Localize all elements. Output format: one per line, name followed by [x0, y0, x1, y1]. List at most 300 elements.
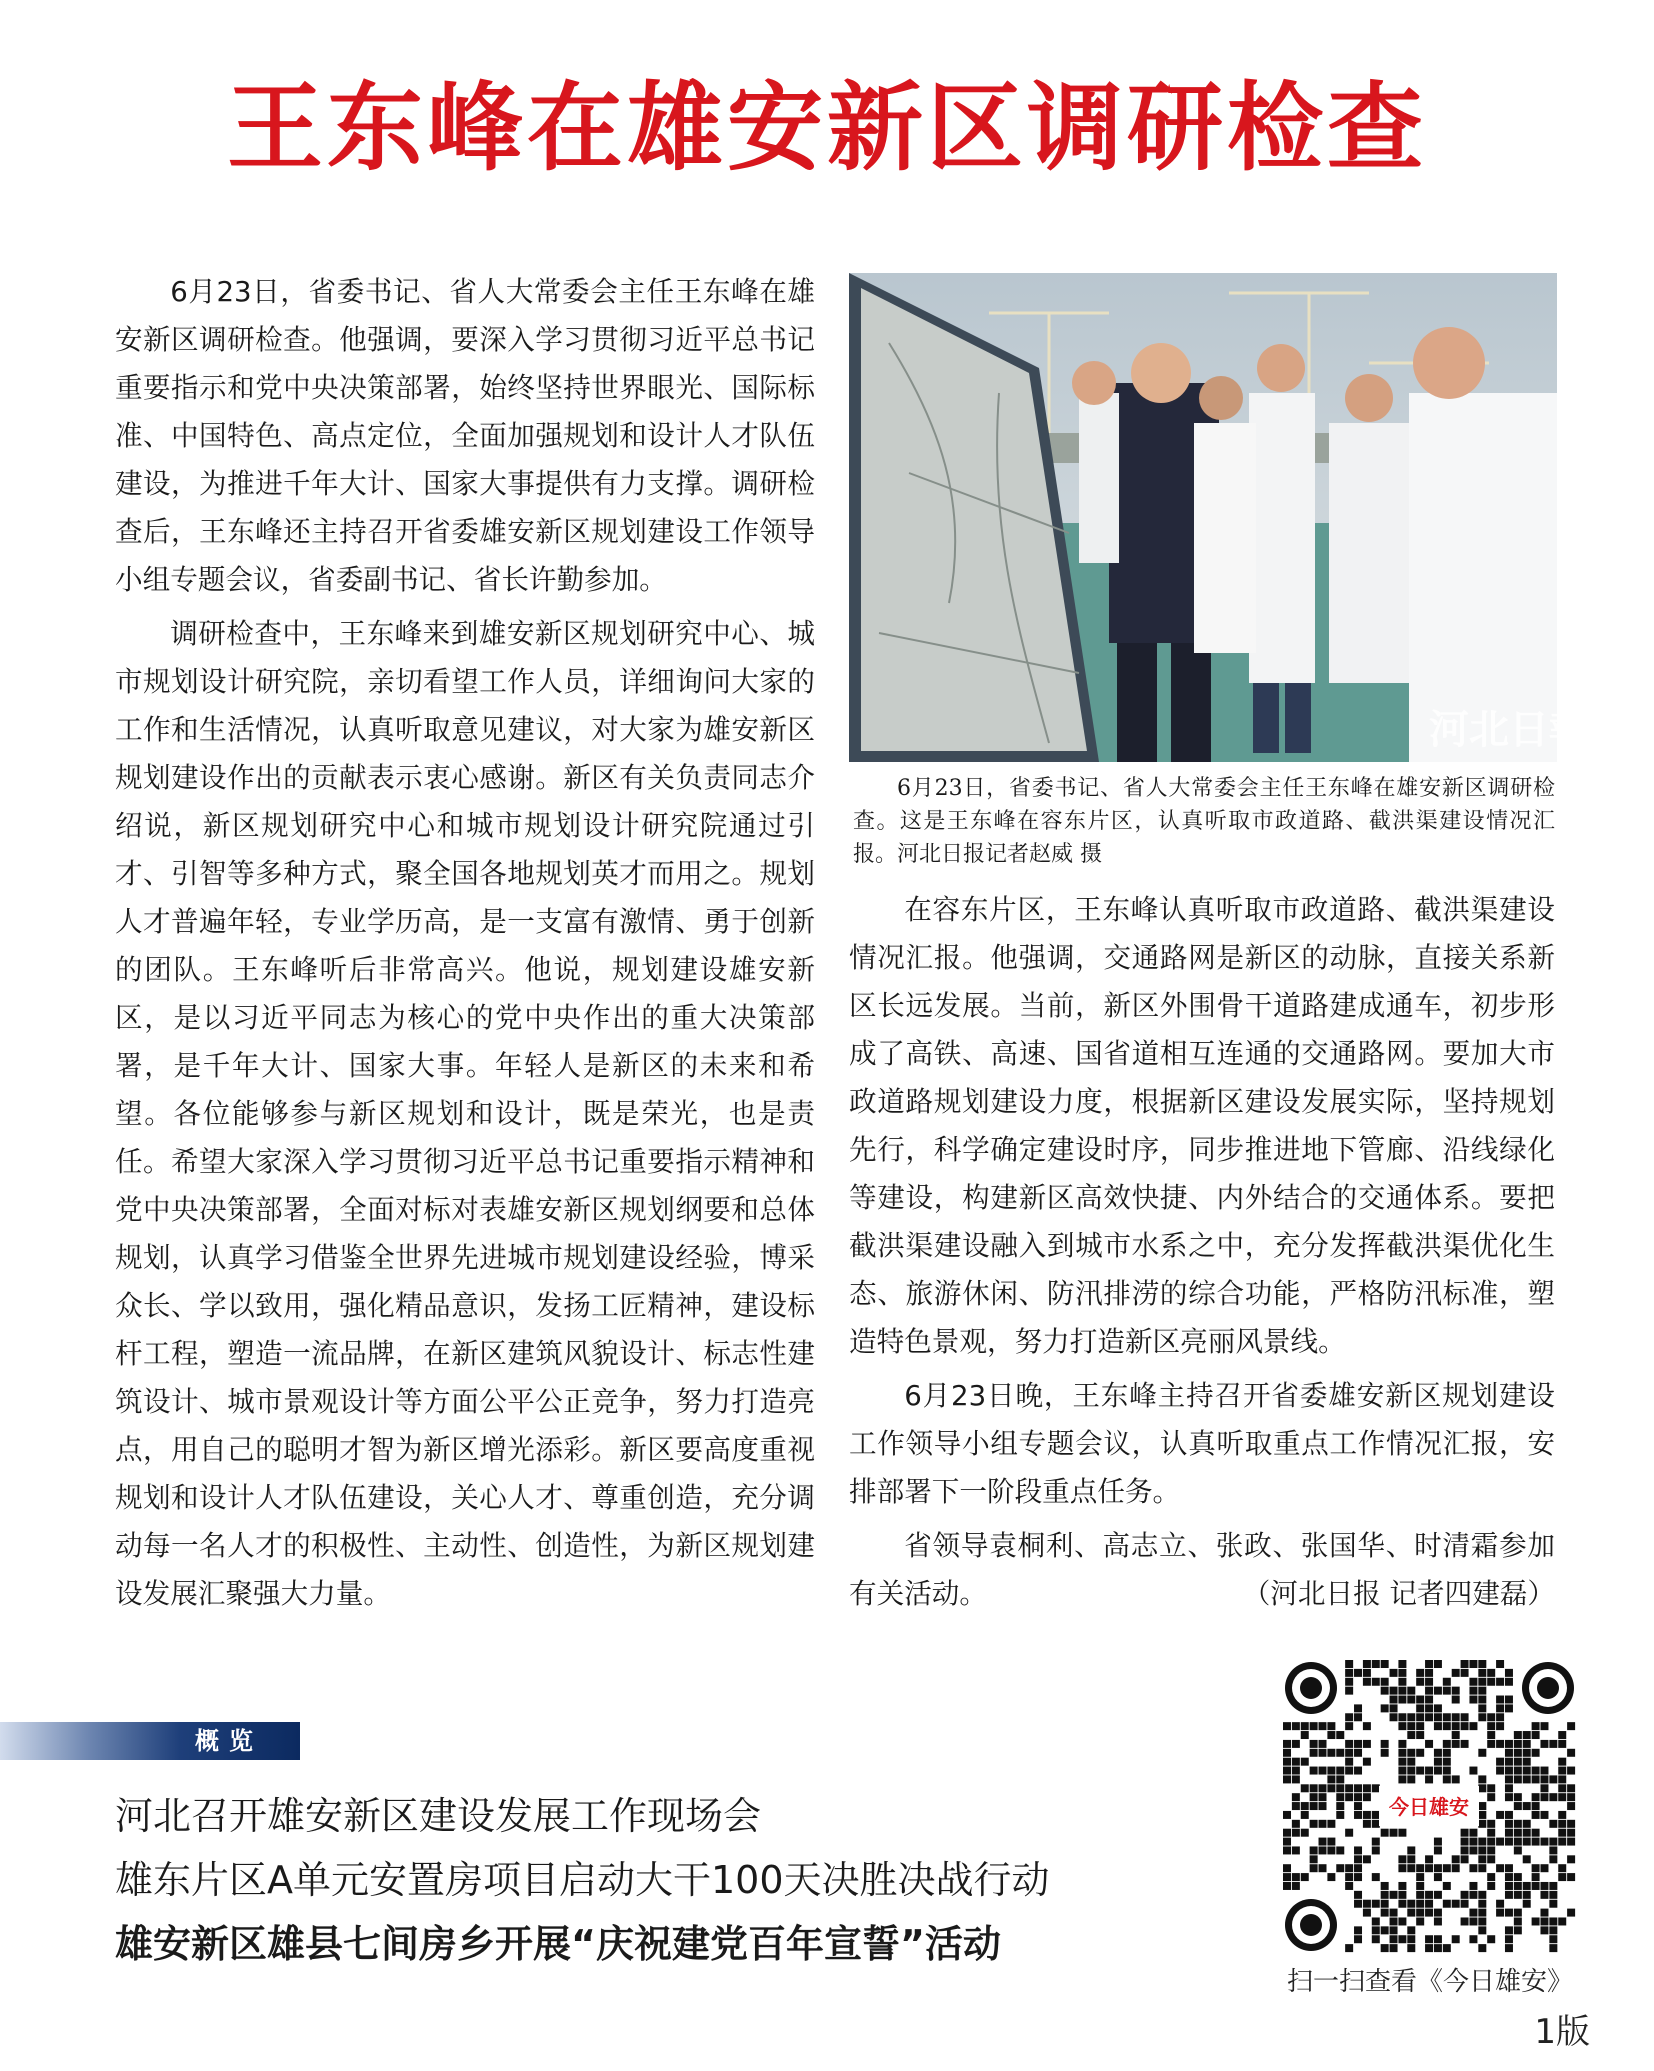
qr-module: [1390, 1829, 1398, 1837]
qr-module: [1425, 1935, 1433, 1943]
qr-module: [1327, 1846, 1335, 1854]
qr-module: [1469, 1935, 1477, 1943]
qr-module: [1487, 1740, 1495, 1748]
qr-module: [1283, 1882, 1291, 1890]
qr-module: [1381, 1678, 1389, 1686]
qr-module: [1452, 1687, 1460, 1695]
qr-module: [1496, 1660, 1504, 1668]
qr-module: [1345, 1793, 1353, 1801]
qr-module: [1407, 1775, 1415, 1783]
qr-module: [1301, 1784, 1309, 1792]
qr-module: [1478, 1660, 1486, 1668]
qr-module: [1381, 1882, 1389, 1890]
qr-module: [1540, 1793, 1548, 1801]
qr-module: [1292, 1802, 1300, 1810]
qr-module: [1319, 1749, 1327, 1757]
qr-module: [1407, 1758, 1415, 1766]
qr-module: [1319, 1784, 1327, 1792]
qr-module: [1434, 1767, 1442, 1775]
qr-module: [1407, 1731, 1415, 1739]
qr-module: [1469, 1909, 1477, 1917]
qr-module: [1434, 1660, 1442, 1668]
qr-module: [1461, 1829, 1469, 1837]
qr-module: [1390, 1944, 1398, 1952]
qr-module: [1363, 1740, 1371, 1748]
qr-module: [1496, 1740, 1504, 1748]
qr-module: [1345, 1660, 1353, 1668]
qr-module: [1469, 1882, 1477, 1890]
qr-module: [1390, 1713, 1398, 1721]
qr-module: [1452, 1713, 1460, 1721]
qr-module: [1363, 1784, 1371, 1792]
qr-module: [1354, 1713, 1362, 1721]
qr-module: [1310, 1722, 1318, 1730]
qr-module: [1345, 1784, 1353, 1792]
qr-module: [1443, 1767, 1451, 1775]
qr-module: [1478, 1846, 1486, 1854]
qr-module: [1327, 1749, 1335, 1757]
qr-module: [1336, 1864, 1344, 1872]
qr-module: [1505, 1820, 1513, 1828]
qr-module: [1532, 1811, 1540, 1819]
qr-module: [1407, 1846, 1415, 1854]
qr-module: [1558, 1829, 1566, 1837]
qr-module: [1398, 1935, 1406, 1943]
qr-module: [1354, 1864, 1362, 1872]
qr-module: [1398, 1758, 1406, 1766]
qr-module: [1496, 1722, 1504, 1730]
qr-module: [1381, 1909, 1389, 1917]
qr-module: [1354, 1846, 1362, 1854]
qr-module: [1372, 1838, 1380, 1846]
qr-module: [1505, 1696, 1513, 1704]
qr-module: [1549, 1846, 1557, 1854]
qr-module: [1443, 1900, 1451, 1908]
qr-module: [1532, 1917, 1540, 1925]
qr-module: [1310, 1864, 1318, 1872]
qr-module: [1434, 1838, 1442, 1846]
qr-module: [1425, 1767, 1433, 1775]
qr-module: [1443, 1678, 1451, 1686]
qr-module: [1487, 1820, 1495, 1828]
qr-module: [1319, 1802, 1327, 1810]
qr-module: [1487, 1793, 1495, 1801]
qr-module: [1558, 1731, 1566, 1739]
qr-module: [1514, 1740, 1522, 1748]
qr-module: [1283, 1873, 1291, 1881]
qr-module: [1390, 1917, 1398, 1925]
qr-module: [1549, 1926, 1557, 1934]
qr-module: [1354, 1873, 1362, 1881]
qr-module: [1514, 1882, 1522, 1890]
qr-module: [1319, 1864, 1327, 1872]
qr-module: [1487, 1846, 1495, 1854]
qr-module: [1558, 1784, 1566, 1792]
qr-module: [1567, 1820, 1575, 1828]
qr-module: [1523, 1740, 1531, 1748]
qr-module: [1354, 1811, 1362, 1819]
qr-module: [1319, 1820, 1327, 1828]
qr-module: [1425, 1944, 1433, 1952]
qr-module: [1461, 1838, 1469, 1846]
qr-module: [1354, 1669, 1362, 1677]
qr-module: [1416, 1696, 1424, 1704]
qr-module: [1434, 1864, 1442, 1872]
qr-module: [1478, 1944, 1486, 1952]
qr-module: [1478, 1864, 1486, 1872]
qr-module: [1478, 1802, 1486, 1810]
qr-module: [1345, 1678, 1353, 1686]
qr-module: [1434, 1944, 1442, 1952]
qr-module: [1301, 1722, 1309, 1730]
qr-module: [1363, 1820, 1371, 1828]
qr-module: [1283, 1775, 1291, 1783]
qr-module: [1461, 1891, 1469, 1899]
qr-module: [1310, 1749, 1318, 1757]
qr-module: [1461, 1740, 1469, 1748]
qr-module: [1540, 1838, 1548, 1846]
qr-module: [1514, 1775, 1522, 1783]
qr-module: [1549, 1793, 1557, 1801]
qr-module: [1336, 1784, 1344, 1792]
qr-module: [1478, 1900, 1486, 1908]
qr-module: [1496, 1704, 1504, 1712]
qr-module: [1407, 1722, 1415, 1730]
news-photo: [849, 273, 1589, 762]
qr-module: [1416, 1917, 1424, 1925]
qr-module: [1416, 1900, 1424, 1908]
qr-module: [1283, 1864, 1291, 1872]
photo-watermark: 河北日報: [1429, 706, 1589, 753]
qr-module: [1558, 1758, 1566, 1766]
qr-module: [1354, 1793, 1362, 1801]
qr-module: [1478, 1669, 1486, 1677]
qr-module: [1390, 1891, 1398, 1899]
qr-module: [1514, 1926, 1522, 1934]
qr-module: [1505, 1944, 1513, 1952]
qr-module: [1363, 1855, 1371, 1863]
qr-module: [1469, 1696, 1477, 1704]
qr-module: [1310, 1855, 1318, 1863]
qr-module: [1398, 1678, 1406, 1686]
qr-module: [1407, 1713, 1415, 1721]
qr-module: [1354, 1926, 1362, 1934]
qr-module: [1407, 1696, 1415, 1704]
qr-module: [1390, 1687, 1398, 1695]
qr-module: [1354, 1740, 1362, 1748]
qr-module: [1478, 1775, 1486, 1783]
qr-module: [1567, 1855, 1575, 1863]
qr-module: [1443, 1944, 1451, 1952]
qr-module: [1434, 1749, 1442, 1757]
qr-module: [1381, 1900, 1389, 1908]
qr-module: [1398, 1855, 1406, 1863]
qr-module: [1434, 1687, 1442, 1695]
qr-module: [1514, 1749, 1522, 1757]
qr-module: [1505, 1891, 1513, 1899]
qr-module: [1363, 1811, 1371, 1819]
qr-module: [1469, 1846, 1477, 1854]
qr-module: [1505, 1758, 1513, 1766]
qr-module: [1434, 1758, 1442, 1766]
qr-module: [1301, 1731, 1309, 1739]
photo-caption: 6月23日，省委书记、省人大常委会主任王东峰在雄安新区调研检查。这是王东峰在容东片区，认真听取市政道路、截洪渠建设情况汇报。河北日报记者赵威 摄: [853, 776, 1555, 867]
qr-caption: 扫一扫查看《今日雄安》: [1286, 1967, 1573, 1997]
qr-module: [1327, 1838, 1335, 1846]
qr-module: [1283, 1722, 1291, 1730]
qr-module: [1514, 1891, 1522, 1899]
qr-module: [1540, 1767, 1548, 1775]
qr-module: [1425, 1696, 1433, 1704]
qr-module: [1487, 1784, 1495, 1792]
qr-module: [1425, 1678, 1433, 1686]
qr-module: [1532, 1829, 1540, 1837]
qr-module: [1381, 1660, 1389, 1668]
qr-finder-top-left: [1285, 1662, 1337, 1714]
qr-module: [1416, 1909, 1424, 1917]
qr-module: [1469, 1660, 1477, 1668]
qr-module: [1372, 1820, 1380, 1828]
qr-module: [1549, 1820, 1557, 1828]
article-paragraph: 6月23日晚，王东峰主持召开省委雄安新区规划建设工作领导小组专题会议，认真听取重点工作情况汇报，安排部署下一阶段重点任务。: [849, 1379, 1555, 1508]
qr-module: [1523, 1829, 1531, 1837]
qr-module: [1398, 1669, 1406, 1677]
qr-module: [1407, 1935, 1415, 1943]
qr-module: [1363, 1660, 1371, 1668]
qr-module: [1354, 1704, 1362, 1712]
qr-module: [1487, 1855, 1495, 1863]
qr-module: [1283, 1838, 1291, 1846]
page-number: 1版: [1534, 2012, 1590, 2052]
qr-module: [1514, 1802, 1522, 1810]
qr-module: [1292, 1758, 1300, 1766]
qr-module: [1478, 1678, 1486, 1686]
qr-module: [1363, 1793, 1371, 1801]
qr-module: [1336, 1775, 1344, 1783]
qr-module: [1496, 1900, 1504, 1908]
qr-module: [1523, 1838, 1531, 1846]
qr-module: [1310, 1846, 1318, 1854]
qr-module: [1505, 1926, 1513, 1934]
qr-module: [1452, 1731, 1460, 1739]
qr-module: [1478, 1926, 1486, 1934]
qr-module: [1292, 1820, 1300, 1828]
qr-module: [1496, 1767, 1504, 1775]
qr-module: [1487, 1838, 1495, 1846]
qr-module: [1558, 1775, 1566, 1783]
qr-module: [1434, 1909, 1442, 1917]
qr-module: [1363, 1900, 1371, 1908]
qr-module: [1381, 1926, 1389, 1934]
qr-module: [1452, 1775, 1460, 1783]
qr-module: [1452, 1669, 1460, 1677]
qr-module: [1496, 1838, 1504, 1846]
article-paragraph: 6月23日，省委书记、省人大常委会主任王东峰在雄安新区调研检查。他强调，要深入学习贯彻习近平总书记重要指示和党中央决策部署，始终坚持世界眼光、国际标准、中国特色、高点定位，全面加强规划和设计人才队伍建设，为推进千年大计、国家大事提供有力支撑。调研检查后，王东峰还主持召开省委雄安新区规划建设工作领导小组专题会议，省委副书记、省长许勤参加。: [115, 275, 815, 596]
qr-module: [1523, 1855, 1531, 1863]
qr-module: [1505, 1829, 1513, 1837]
qr-module: [1532, 1838, 1540, 1846]
qr-module: [1523, 1882, 1531, 1890]
qr-module: [1390, 1669, 1398, 1677]
qr-module: [1354, 1784, 1362, 1792]
qr-module: [1345, 1669, 1353, 1677]
qr-module: [1425, 1864, 1433, 1872]
qr-module: [1496, 1909, 1504, 1917]
qr-module: [1505, 1909, 1513, 1917]
overview-headline-link[interactable]: 雄东片区A单元安置房项目启动大干100天决胜决战行动: [115, 1858, 1050, 1902]
qr-module: [1452, 1900, 1460, 1908]
qr-module: [1327, 1873, 1335, 1881]
page-headline: 王东峰在雄安新区调研检查: [227, 71, 1427, 184]
qr-module: [1469, 1687, 1477, 1695]
qr-module: [1345, 1944, 1353, 1952]
qr-module: [1301, 1829, 1309, 1837]
qr-module: [1283, 1811, 1291, 1819]
qr-module: [1452, 1935, 1460, 1943]
qr-module: [1549, 1900, 1557, 1908]
qr-module: [1523, 1749, 1531, 1757]
qr-module: [1514, 1909, 1522, 1917]
overview-headline-link[interactable]: 河北召开雄安新区建设发展工作现场会: [115, 1794, 762, 1838]
qr-module: [1514, 1829, 1522, 1837]
qr-module: [1425, 1909, 1433, 1917]
qr-module: [1549, 1855, 1557, 1863]
qr-module: [1345, 1687, 1353, 1695]
qr-module: [1443, 1687, 1451, 1695]
qr-module: [1567, 1784, 1575, 1792]
qr-module: [1354, 1802, 1362, 1810]
qr-module: [1407, 1855, 1415, 1863]
qr-module: [1354, 1900, 1362, 1908]
qr-module: [1505, 1864, 1513, 1872]
qr-module: [1327, 1820, 1335, 1828]
qr-module: [1283, 1740, 1291, 1748]
qr-module: [1425, 1660, 1433, 1668]
qr-module: [1372, 1926, 1380, 1934]
qr-module: [1390, 1909, 1398, 1917]
qr-module: [1336, 1749, 1344, 1757]
qr-module: [1461, 1713, 1469, 1721]
qr-module: [1478, 1917, 1486, 1925]
qr-module: [1461, 1855, 1469, 1863]
qr-module: [1540, 1864, 1548, 1872]
qr-finder-top-right: [1522, 1662, 1574, 1714]
qr-module: [1327, 1775, 1335, 1783]
qr-module: [1558, 1864, 1566, 1872]
qr-module: [1514, 1758, 1522, 1766]
qr-module: [1336, 1793, 1344, 1801]
qr-module: [1469, 1722, 1477, 1730]
qr-module: [1478, 1713, 1486, 1721]
qr-module: [1496, 1696, 1504, 1704]
qr-module: [1301, 1811, 1309, 1819]
qr-module: [1398, 1767, 1406, 1775]
qr-module: [1425, 1704, 1433, 1712]
qr-module: [1532, 1802, 1540, 1810]
overview-headline-link[interactable]: 雄安新区雄县七间房乡开展“庆祝建党百年宣誓”活动: [115, 1922, 1001, 1966]
qr-module: [1514, 1767, 1522, 1775]
qr-module: [1532, 1864, 1540, 1872]
qr-module: [1381, 1829, 1389, 1837]
article-left-column: [115, 268, 815, 1624]
qr-module: [1487, 1713, 1495, 1721]
qr-code[interactable]: [1283, 1660, 1576, 1953]
qr-module: [1540, 1891, 1548, 1899]
qr-module: [1345, 1740, 1353, 1748]
qr-module: [1461, 1669, 1469, 1677]
qr-module: [1434, 1873, 1442, 1881]
qr-module: [1540, 1926, 1548, 1934]
qr-module: [1345, 1758, 1353, 1766]
qr-module: [1345, 1882, 1353, 1890]
qr-module: [1540, 1775, 1548, 1783]
article-byline: （河北日报 记者四建磊）: [1242, 1577, 1555, 1610]
qr-module: [1505, 1678, 1513, 1686]
qr-module: [1505, 1749, 1513, 1757]
qr-module: [1381, 1687, 1389, 1695]
qr-module: [1345, 1749, 1353, 1757]
qr-module: [1478, 1909, 1486, 1917]
qr-module: [1452, 1855, 1460, 1863]
qr-module: [1398, 1660, 1406, 1668]
qr-module: [1327, 1784, 1335, 1792]
qr-module: [1398, 1829, 1406, 1837]
qr-module: [1540, 1811, 1548, 1819]
qr-module: [1452, 1864, 1460, 1872]
qr-module: [1398, 1722, 1406, 1730]
qr-module: [1345, 1722, 1353, 1730]
article-paragraph: 调研检查中，王东峰来到雄安新区规划研究中心、城市规划设计研究院，亲切看望工作人员，详细询问大家的工作和生活情况，认真听取意见建议，对大家为雄安新区规划建设作出的贡献表示衷心感谢。新区有关负责同志介绍说，新区规划研究中心和城市规划设计研究院通过引才、引智等多种方式，聚全国各地规划英才而用之。规划人才普遍年轻，专业学历高，是一支富有激情、勇于创新的团队。王东峰听后非常高兴。他说，规划建设雄安新区，是以习近平同志为核心的党中央作出的重大决策部署，是千年大计、国家大事。年轻人是新区的未来和希望。各位能够参与新区规划和设计，既是荣光，也是责任。希望大家深入学习贯彻习近平总书记重要指示精神和党中央决策部署，全面对标对表雄安新区规划纲要和总体规划，认真学习借鉴全世界先进城市规划建设经验，博采众长、学以致用，强化精品意识，发扬工匠精神，建设标杆工程，塑造一流品牌，在新区建筑风貌设计、标志性建筑设计、城市景观设计等方面公平公正竞争，努力打造亮点，用自己的聪明才智为新区增光添彩。新区要高度重视规划和设计人才队伍建设，关心人才、尊重创造，充分调动每一名人才的积极性、主动性、创造性，为新区规划建设发展汇聚强大力量。: [115, 617, 815, 1610]
qr-module: [1478, 1891, 1486, 1899]
qr-module: [1461, 1660, 1469, 1668]
qr-module: [1398, 1713, 1406, 1721]
qr-module: [1478, 1855, 1486, 1863]
qr-module: [1558, 1838, 1566, 1846]
qr-module: [1558, 1811, 1566, 1819]
qr-module: [1319, 1846, 1327, 1854]
qr-module: [1514, 1731, 1522, 1739]
qr-module: [1301, 1873, 1309, 1881]
qr-module: [1283, 1829, 1291, 1837]
qr-module: [1532, 1882, 1540, 1890]
qr-module: [1425, 1669, 1433, 1677]
overview-headlines: [115, 1784, 1165, 1976]
qr-module: [1372, 1900, 1380, 1908]
qr-module: [1496, 1758, 1504, 1766]
qr-module: [1505, 1775, 1513, 1783]
qr-module: [1292, 1767, 1300, 1775]
qr-module: [1363, 1669, 1371, 1677]
qr-module: [1310, 1793, 1318, 1801]
qr-module: [1345, 1829, 1353, 1837]
qr-module: [1390, 1935, 1398, 1943]
qr-module: [1540, 1909, 1548, 1917]
qr-module: [1372, 1935, 1380, 1943]
qr-module: [1540, 1740, 1548, 1748]
qr-module: [1469, 1891, 1477, 1899]
qr-module: [1425, 1713, 1433, 1721]
qr-module: [1434, 1704, 1442, 1712]
qr-module: [1478, 1784, 1486, 1792]
qr-module: [1292, 1775, 1300, 1783]
qr-module: [1567, 1829, 1575, 1837]
qr-module: [1487, 1935, 1495, 1943]
qr-module: [1283, 1749, 1291, 1757]
qr-module: [1523, 1767, 1531, 1775]
qr-module: [1549, 1740, 1557, 1748]
qr-module: [1434, 1846, 1442, 1854]
qr-module: [1478, 1687, 1486, 1695]
